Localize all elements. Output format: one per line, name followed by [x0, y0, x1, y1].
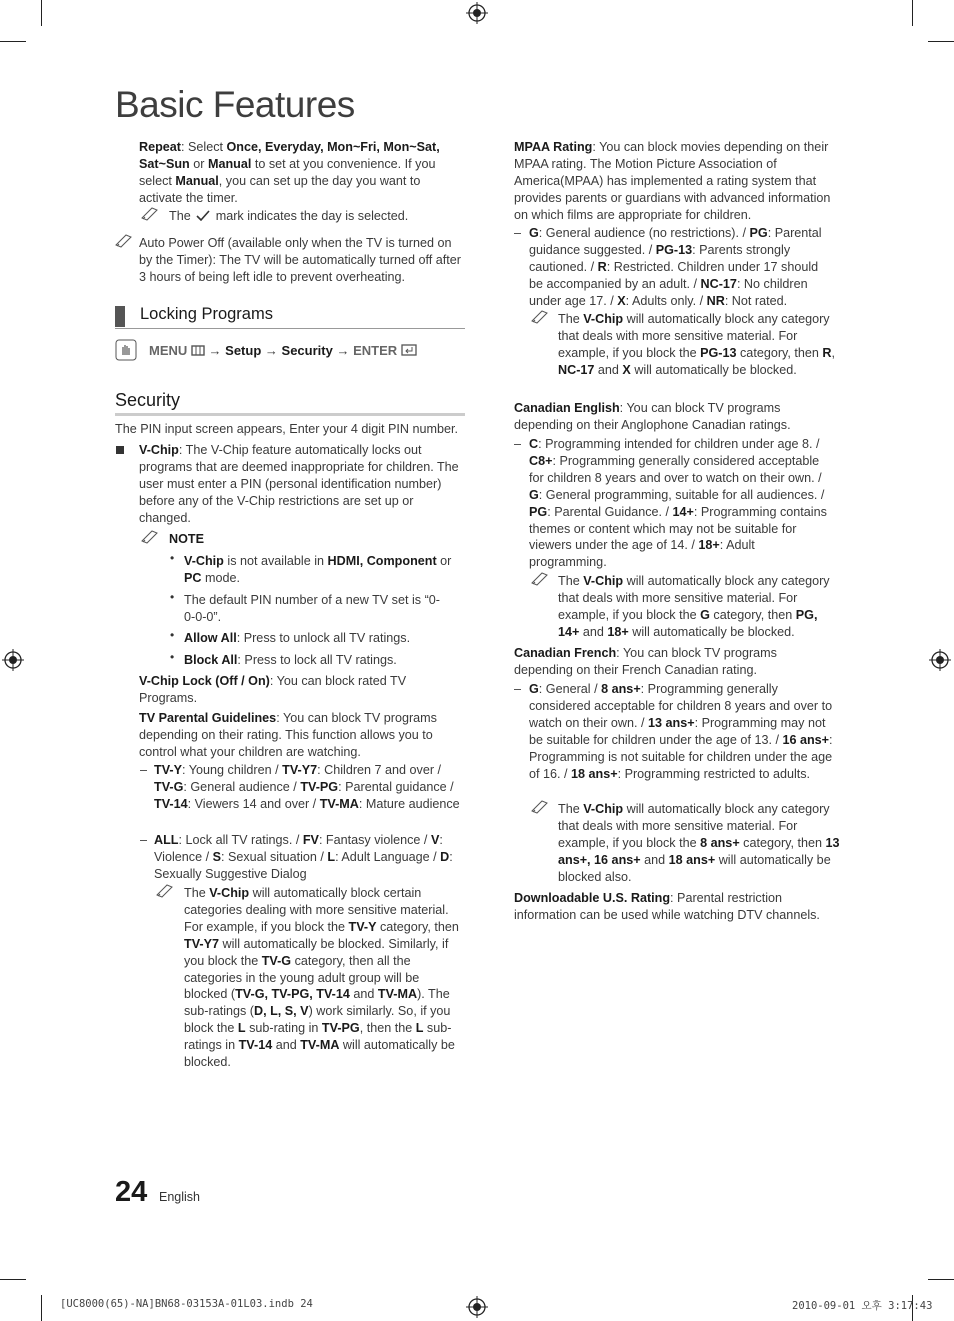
enter-icon: [401, 344, 417, 356]
security-heading: [115, 390, 465, 416]
note-pencil-icon: [141, 530, 159, 544]
mpaa-vchip-note: The V-Chip will automatically block any category that deals with more sensitive material. For example, if you block the PG-13 category, then R, NC-17 and X will automatically be blocked.: [558, 312, 835, 377]
registration-mark-icon: [466, 1296, 488, 1318]
crop-mark: [41, 0, 42, 26]
mpaa-paragraph: MPAA Rating: You can block movies depending on their MPAA rating. The Motion Picture Association of America(MPAA) has implemented a rating system that provides parents or guardians with advanced information on which films are appropriate for children.: [514, 140, 831, 222]
note-pencil-icon: [531, 800, 549, 814]
note-pencil-icon: [141, 207, 159, 221]
crop-mark: [41, 1295, 42, 1321]
canadian-english-paragraph: Canadian English: You can block TV programs depending on their Anglophone Canadian ratings.: [514, 401, 791, 432]
tv-vchip-note: The V-Chip will automatically block certain categories dealing with more sensitive material. For example, if you block the TV-Y category, then TV-Y7 will automatically be blocked. Similarly, if you block the TV-G category, then all the categories in the young adult group will be blocked (TV-G, TV-PG, TV-14 and TV-MA). The sub-ratings (D, L, S, V) work similarly. So, if you block the L sub-rating in TV-PG, then the L sub-ratings in TV-14 and TV-MA will automatically be blocked.: [184, 886, 459, 1070]
page-title: Basic Features: [115, 84, 355, 125]
canadian-french-paragraph: Canadian French: You can block TV programs depending on their French Canadian rating.: [514, 646, 777, 677]
repeat-paragraph: Repeat: Select Once, Everyday, Mon~Fri, Mon~Sat, Sat~Sun or Manual to set at you convenience. If you select Manual, you can set up the day you want to activate the timer.: [139, 140, 440, 205]
crop-mark: [0, 41, 26, 42]
crop-mark: [928, 41, 954, 42]
note-pencil-icon: [531, 572, 549, 586]
registration-mark-icon: [466, 2, 488, 24]
menu-icon: [191, 345, 205, 356]
checkmark-note: The mark indicates the day is selected.: [169, 209, 409, 223]
tv-subratings-list: ALL: Lock all TV ratings. / FV: Fantasy violence / V: Violence / S: Sexual situation / L: Adult Language / D: Sexually Suggestive Dialog: [154, 833, 453, 881]
checkmark-icon: [196, 210, 210, 221]
locking-heading-text: Locking Programs: [140, 305, 273, 323]
note-item: V-Chip is not available in HDMI, Component or PC mode.: [184, 554, 452, 585]
menu-remote-icon: [115, 339, 137, 361]
crop-mark: [912, 0, 913, 26]
bullet-square: [116, 446, 124, 454]
bullet-dot: •: [170, 551, 175, 565]
note-item: The default PIN number of a new TV set is “0-0-0-0”.: [184, 593, 440, 624]
dash-marker: –: [514, 437, 522, 451]
bullet-dot: •: [170, 628, 175, 642]
auto-power-note: Auto Power Off (available only when the TV is turned on by the Timer): The TV will be automatically turned off after 3 hours of being left idle to prevent overheating.: [139, 236, 461, 284]
note-pencil-icon: [531, 310, 549, 324]
pin-text: The PIN input screen appears, Enter your 4 digit PIN number.: [115, 422, 459, 436]
page-language: English: [159, 1190, 200, 1204]
tv-parental-paragraph: TV Parental Guidelines: You can block TV programs depending on their rating. This function allows you to control what your children are watching.: [139, 711, 437, 759]
locking-programs-heading: [115, 303, 465, 329]
downloadable-rating-paragraph: Downloadable U.S. Rating: Parental restriction information can be used while watching DTV channels.: [514, 891, 820, 922]
note-item: Allow All: Press to unlock all TV ratings.: [184, 631, 411, 645]
note-pencil-icon: [115, 234, 133, 248]
note-item: Block All: Press to lock all TV ratings.: [184, 653, 397, 667]
bullet-dot: •: [170, 650, 175, 664]
canadian-french-vchip-note: The V-Chip will automatically block any category that deals with more sensitive material. For example, if you block the 8 ans+ category, then 13 ans+, 16 ans+ and 18 ans+ will automatically be blocked also.: [558, 802, 840, 884]
security-heading-text: Security: [115, 390, 181, 410]
dash-marker: –: [514, 682, 522, 696]
registration-mark-icon: [2, 649, 24, 671]
vchip-lock-paragraph: V-Chip Lock (Off / On): You can block rated TV Programs.: [139, 674, 407, 705]
dash-marker: –: [140, 763, 148, 777]
canadian-english-vchip-note: The V-Chip will automatically block any category that deals with more sensitive material. For example, if you block the G category, then PG, 14+ and 18+ will automatically be blocked.: [558, 574, 830, 639]
page-number: 24: [115, 1176, 148, 1208]
footer-file-info: [UC8000(65)-NA]BN68-03153A-01L03.indb 24: [60, 1298, 313, 1310]
heading-bar: [115, 306, 125, 327]
footer-timestamp: 2010-09-01 오후 3:17:43: [792, 1300, 933, 1312]
note-label: NOTE: [169, 532, 204, 546]
dash-marker: –: [514, 226, 522, 240]
registration-mark-icon: [929, 649, 951, 671]
note-pencil-icon: [156, 884, 174, 898]
crop-mark: [928, 1279, 954, 1280]
menu-path: MENU → Setup → Security → ENTER: [149, 343, 459, 360]
vchip-paragraph: V-Chip: The V-Chip feature automatically locks out programs that are deemed inappropriate for children. The user must enter a PIN (personal identification number) before any of the V-Chip restrictions are set up or changed.: [139, 443, 459, 525]
canadian-french-list: G: General / 8 ans+: Programming generally considered acceptable for children 8 years and over to watch on their own. / 13 ans+: Programming may not be suitable for children under the age of 13. / 16 ans+: Programming is not suitable for children under the age of 16. / 18 ans+: Programming restricted to adults.: [529, 682, 833, 781]
canadian-english-list: C: Programming intended for children under age 8. / C8+: Programming generally considered acceptable for children 8 years and over to watch on their own. / G: General programming, suitable for all audiences. / PG: Parental Guidance. / 14+: Programming contains themes or content which may not be suitable for viewers under the age of 14. / 18+: Adult programming.: [529, 437, 827, 570]
dash-marker: –: [140, 833, 148, 847]
tv-ratings-list: TV-Y: Young children / TV-Y7: Children 7 and over / TV-G: General audience / TV-PG: Parental guidance / TV-14: Viewers 14 and over / TV-MA: Mature audience: [154, 763, 460, 811]
mpaa-ratings-list: G: General audience (no restrictions). / PG: Parental guidance suggested. / PG-13: Parents strongly cautioned. / R: Restricted. Children under 17 should be accompanied by an adult. / NC-17: No children under age 17. / X: Adults only. / NR: Not rated.: [529, 226, 822, 308]
crop-mark: [0, 1279, 26, 1280]
bullet-dot: •: [170, 590, 175, 604]
